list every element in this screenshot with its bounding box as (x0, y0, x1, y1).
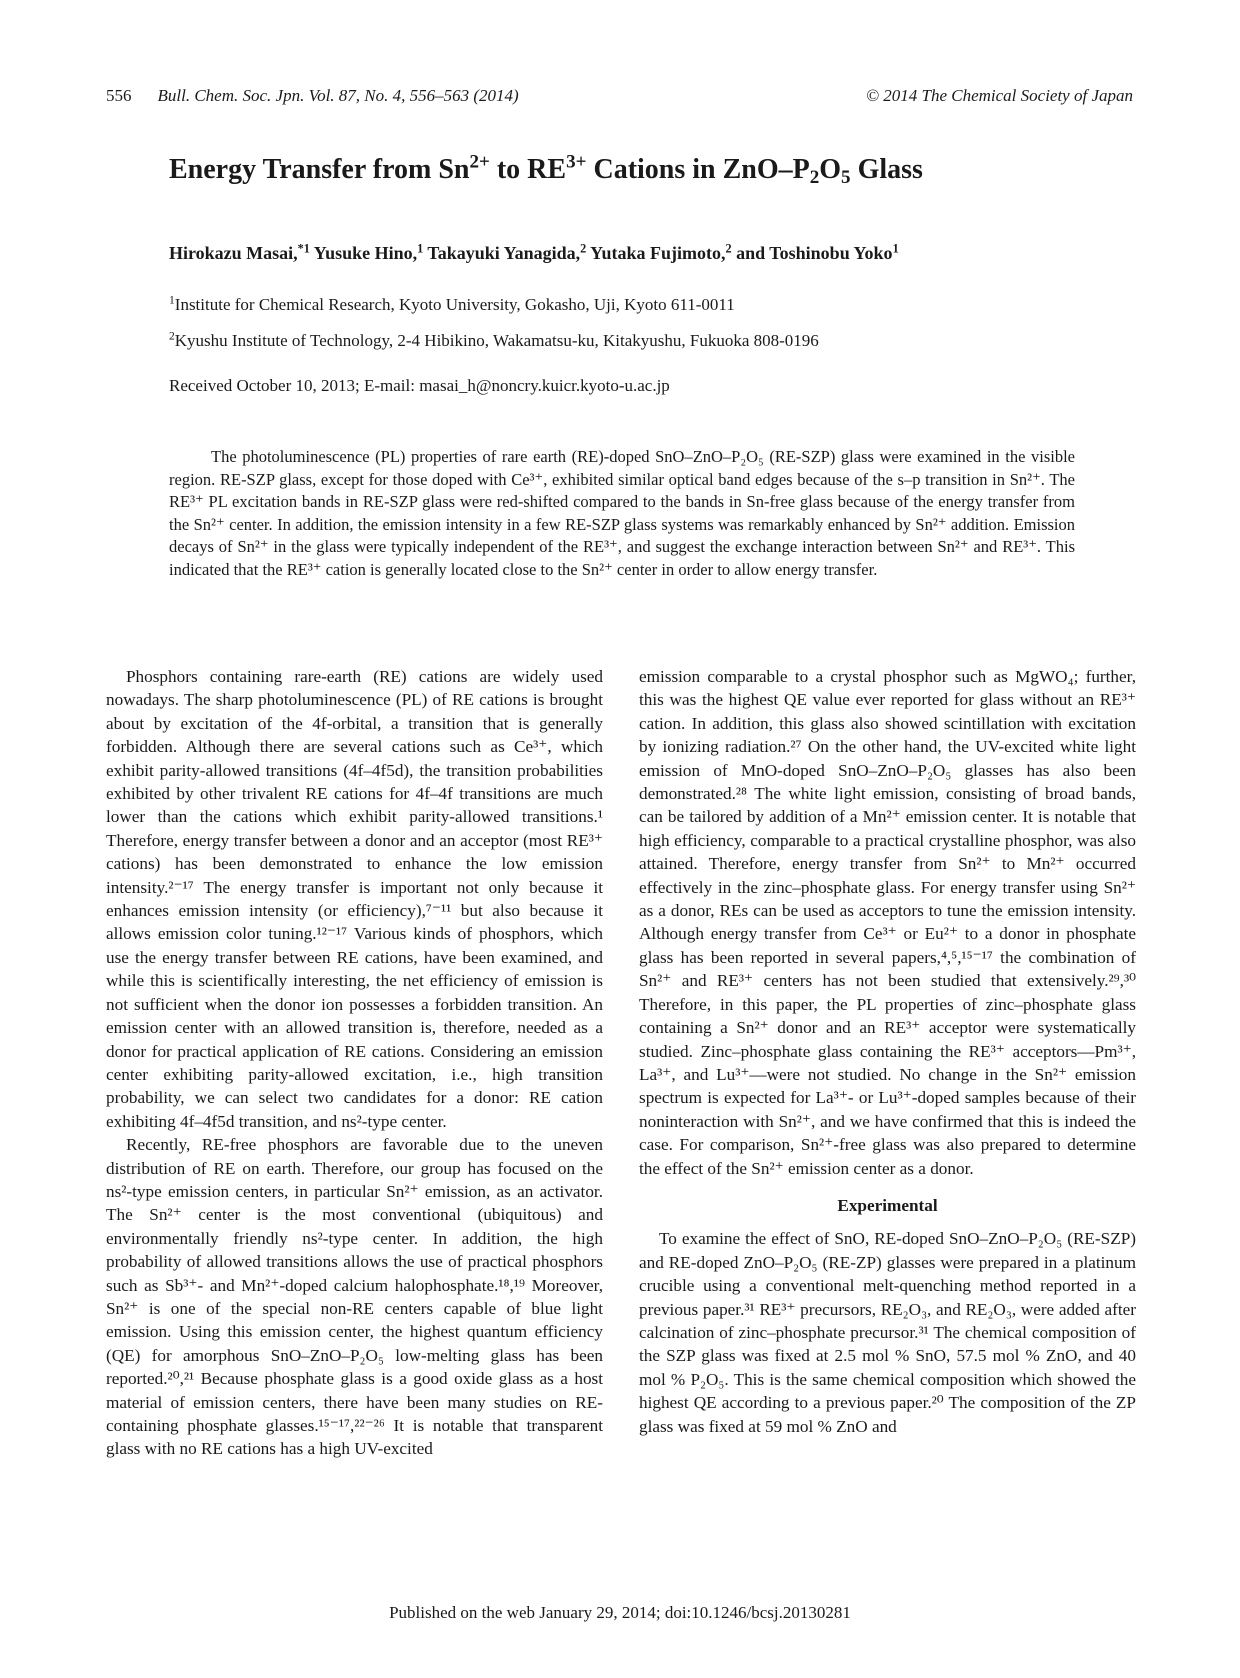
author-name: Takayuki Yanagida, (423, 243, 581, 263)
body-paragraph: emission comparable to a crystal phosphor such as MgWO₄; further, this was the highest QE value ever reported for glass without an RE³⁺ cation. In addition, this glass also showed scintillation with excitation by ionizing radiation.²⁷ On the other hand, the UV-excited white light emission of MnO-doped SnO–ZnO–P₂O₅ glasses has also been demonstrated.²⁸ The white light emission, consisting of broad bands, can be tailored by addition of a Mn²⁺ emission center. It is notable that high efficiency, comparable to a practical crystalline phosphor, was also attained. Therefore, energy transfer from Sn²⁺ to Mn²⁺ occurred effectively in the zinc–phosphate glass. For energy transfer using Sn²⁺ as a donor, REs can be used as acceptors to tune the emission intensity. Although energy transfer from Ce³⁺ or Eu²⁺ to a donor in phosphate glass has been reported in several papers,⁴,⁵,¹⁵⁻¹⁷ the combination of Sn²⁺ and RE³⁺ centers has not been studied that extensively.²⁹,³⁰ Therefore, in this paper, the PL properties of zinc–phosphate glass containing a Sn²⁺ donor and an RE³⁺ acceptor were systematically studied. Zinc–phosphate glass containing the RE³⁺ acceptors—Pm³⁺, La³⁺, and Lu³⁺—were not studied. No change in the Sn²⁺ emission spectrum is expected for La³⁺- or Lu³⁺-doped samples because of their noninteraction with Sn²⁺, and we have confirmed that this is indeed the case. For comparison, Sn²⁺-free glass was also prepared to determine the effect of the Sn²⁺ emission center as a donor. (639, 667, 1136, 1178)
running-header-left (106, 86, 519, 106)
body-paragraph: To examine the effect of SnO, RE-doped SnO–ZnO–P₂O₅ (RE-SZP) and RE-doped ZnO–P₂O₅ (RE-ZP) glasses were prepared in a platinum crucible using a conventional melt-quenching method reported in a previous paper.³¹ RE³⁺ precursors, RE₂O₃, and RE₂O₃, were added after calcination of zinc–phosphate precursor.³¹ The chemical composition of the SZP glass was fixed at 2.5 mol % SnO, 57.5 mol % ZnO, and 40 mol % P₂O₅. This is the same chemical composition which showed the highest QE according to a previous paper.²⁰ The composition of the ZP glass was fixed at 59 mol % ZnO and (639, 1229, 1136, 1436)
affiliation-1: $^1$Institute for Chemical Research, Kyoto University, Gokasho, Uji, Kyoto 611-0011 (169, 293, 735, 314)
body-paragraph: Recently, RE-free phosphors are favorable due to the uneven distribution of RE on earth. Therefore, our group has focused on the ns²-type emission centers, in particular Sn²⁺ emission, as an activator. The Sn²⁺ center is the most conventional (ubiquitous) and environmentally friendly ns²-type center. In addition, the high probability of allowed transitions allows the use of practical phosphors such as Sb³⁺- and Mn²⁺-doped calcium halophosphate.¹⁸,¹⁹ Moreover, Sn²⁺ is one of the special non-RE centers capable of blue light emission. Using this emission center, the highest quantum efficiency (QE) for amorphous SnO–ZnO–P₂O₅ low-melting glass has been reported.²⁰,²¹ Because phosphate glass is a good oxide glass as a host material of emission centers, there have been many studies on RE-containing phosphate glasses.¹⁵⁻¹⁷,²²⁻²⁶ It is notable that transparent glass with no RE cations has a high UV-excited (106, 1135, 603, 1459)
article-title: Energy Transfer from $Sn^{2+}$ to $RE^{3+}$ Cations in ZnO–$P_2O_5$ Glass (169, 151, 923, 188)
author-list: Hirokazu Masai,$^{*1}$ Yusuke Hino,$^1$ Takayuki Yanagida,$^2$ Yutaka Fujimoto,$^2$ and Toshinobu Yoko$^1$ (169, 241, 899, 263)
page-number: 556 (106, 86, 132, 105)
section-heading-experimental: Experimental (837, 1195, 938, 1215)
publication-footer: Published on the web January 29, 2014; doi:10.1246/bcsj.20130281 (389, 1603, 851, 1622)
abstract: The photoluminescence (PL) properties of rare earth (RE)-doped SnO–ZnO–P₂O₅ (RE-SZP) glass were examined in the visible region. RE-SZP glass, except for those doped with Ce³⁺, exhibited similar optical band edges because of the s–p transition in Sn²⁺. The RE³⁺ PL excitation bands in RE-SZP glass were red-shifted compared to the bands in Sn-free glass because of the energy transfer from the Sn²⁺ center. In addition, the emission intensity in a few RE-SZP glass systems was remarkably enhanced by Sn²⁺ addition. Emission decays of Sn²⁺ in the glass were typically independent of the RE³⁺, and suggest the exchange interaction between Sn²⁺ and RE³⁺. This indicated that the RE³⁺ cation is generally located close to the Sn²⁺ center in order to allow energy transfer. (169, 447, 1075, 579)
journal-citation: Bull. Chem. Soc. Jpn. Vol. 87, No. 4, 556–563 (2014) (157, 86, 519, 105)
author-name: Yutaka Fujimoto, (586, 243, 726, 263)
copyright-notice: © 2014 The Chemical Society of Japan (866, 86, 1133, 105)
body-column-left (106, 665, 603, 1461)
body-paragraph: Phosphors containing rare-earth (RE) cations are widely used nowadays. The sharp photoluminescence (PL) of RE cations is brought about by excitation of the 4f-orbital, a transition that is generally forbidden. Although there are several cations such as Ce³⁺, which exhibit parity-allowed transitions (4f–4f5d), the transition probabilities exhibited by other trivalent RE cations for 4f–4f transitions are much lower than the cations which exhibit parity-allowed transitions.¹ Therefore, energy transfer between a donor and an acceptor (most RE³⁺ cations) has been demonstrated to enhance the low emission intensity.²⁻¹⁷ The energy transfer is important not only because it enhances emission intensity (or efficiency),⁷⁻¹¹ but also because it allows emission color tuning.¹²⁻¹⁷ Various kinds of phosphors, which use the energy transfer between RE cations, have been examined, and while this is scientifically interesting, the net efficiency of emission is not sufficient when the donor ion possesses a forbidden transition. An emission center with an allowed transition is, therefore, needed as a donor for practical application of RE cations. Considering an emission center exhibiting parity-allowed excitation, i.e., high transition probability, we can select two candidates for a donor: RE cation exhibiting 4f–4f5d transition, and ns²-type center. (106, 667, 603, 1131)
affiliation-2: $^2$Kyushu Institute of Technology, 2-4 Hibikino, Wakamatsu-ku, Kitakyushu, Fukuoka 808-0196 (169, 329, 819, 350)
author-name: Yusuke Hino, (309, 243, 418, 263)
author-name: Hirokazu Masai, (169, 243, 298, 263)
body-column-right (639, 665, 1136, 1438)
author-name: and Toshinobu Yoko (731, 243, 893, 263)
received-and-email: Received October 10, 2013; E-mail: masai_h@noncry.kuicr.kyoto-u.ac.jp (169, 376, 670, 395)
